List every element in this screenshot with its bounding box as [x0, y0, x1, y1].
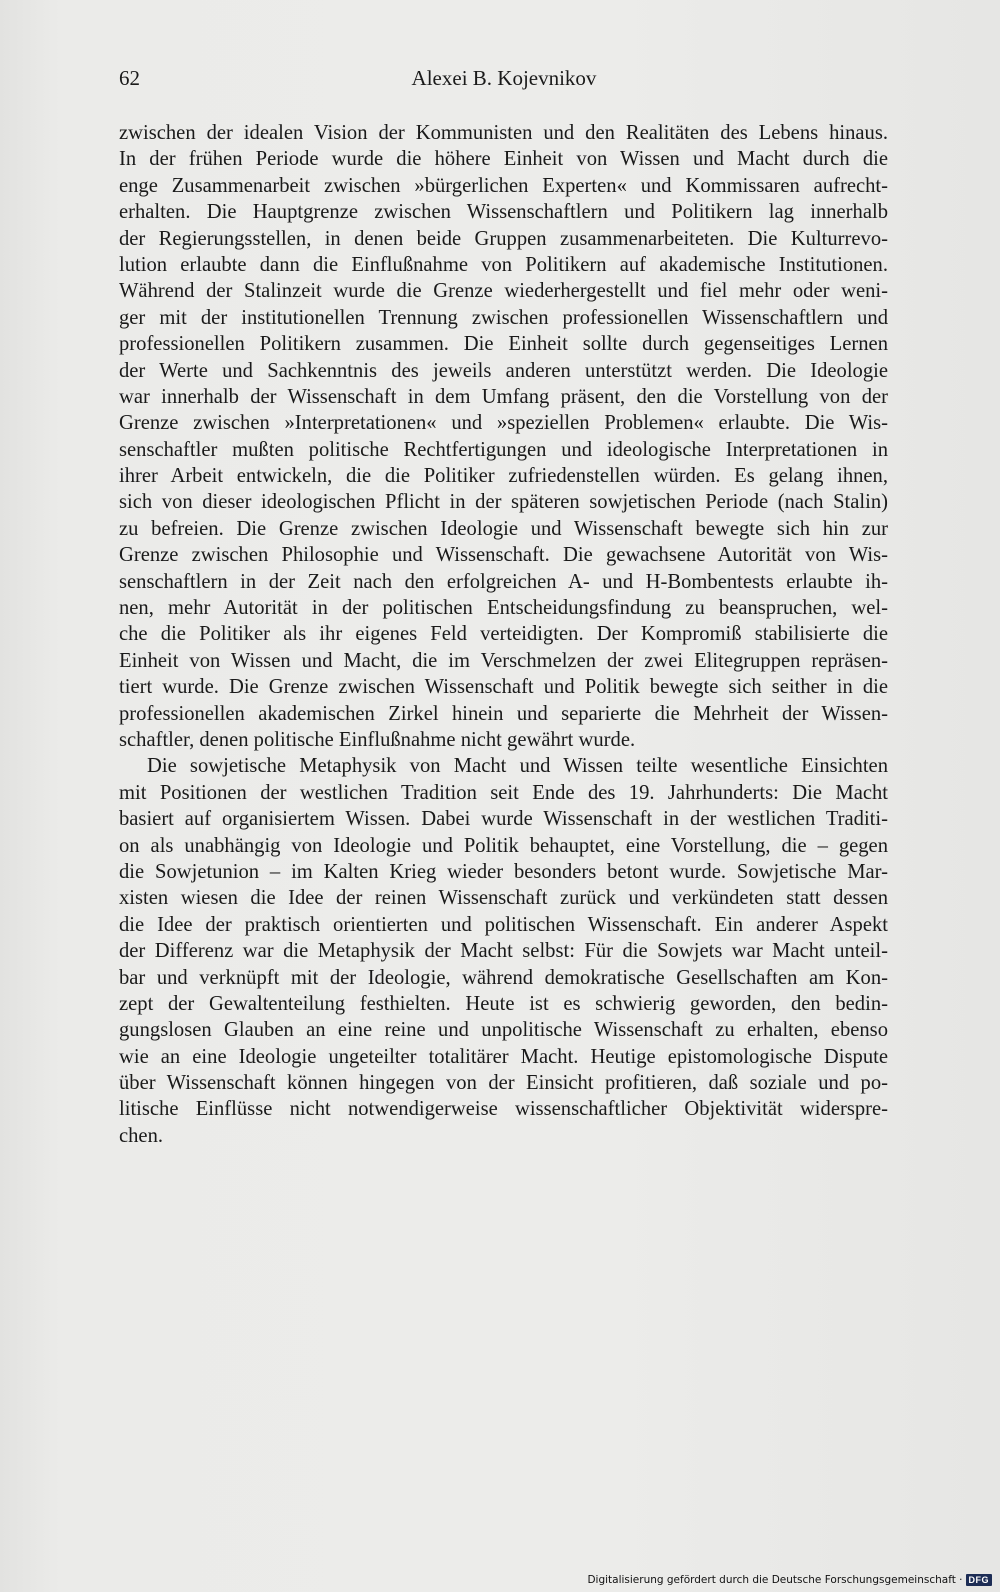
- text-line: professionellen akademischen Zirkel hinein und separierte die Mehrheit der Wissen-: [119, 702, 888, 725]
- text-line: der Regierungsstellen, in denen beide Gruppen zusammenarbeiteten. Die Kulturrevo-: [119, 227, 888, 250]
- text-line: senschaftler mußten politische Rechtfertigungen und ideologische Interpretationen in: [119, 438, 888, 461]
- text-line: Die sowjetische Metaphysik von Macht und Wissen teilte wesentliche Einsichten: [147, 755, 888, 778]
- credit-text: Digitalisierung gefördert durch die Deutsche Forschungsgemeinschaft ·: [587, 1574, 963, 1586]
- text-line: chen.: [119, 1124, 164, 1147]
- text-line: die Sowjetunion – im Kalten Krieg wieder besonders betont wurde. Sowjetische Mar-: [119, 860, 888, 883]
- running-head: Alexei B. Kojevnikov: [411, 66, 597, 90]
- text-line: basiert auf organisiertem Wissen. Dabei wurde Wissenschaft in der westlichen Traditi-: [119, 808, 888, 831]
- text-line: zu befreien. Die Grenze zwischen Ideologie und Wissenschaft bewegte sich hin zur: [119, 517, 888, 540]
- text-line: über Wissenschaft können hingegen von der Einsicht profitieren, daß soziale und po-: [119, 1072, 888, 1095]
- text-line: on als unabhängig von Ideologie und Politik behauptet, eine Vorstellung, die – gegen: [119, 834, 888, 857]
- text-line: In der frühen Periode wurde die höhere Einheit von Wissen und Macht durch die: [119, 148, 888, 171]
- text-line: zept der Gewaltenteilung festhielten. Heute ist es schwierig geworden, den bedin-: [119, 992, 888, 1015]
- text-line: die Idee der praktisch orientierten und politischen Wissenschaft. Ein anderer Aspekt: [119, 913, 888, 936]
- text-line: litische Einflüsse nicht notwendigerweise wissenschaftlicher Objektivität widerspre-: [119, 1098, 888, 1121]
- text-line: Grenze zwischen »Interpretationen« und »speziellen Problemen« erlaubte. Die Wis-: [119, 412, 888, 435]
- text-line: Einheit von Wissen und Macht, die im Verschmelzen der zwei Elitegruppen repräsen-: [119, 649, 888, 672]
- text-line: sich von dieser ideologischen Pflicht in der späteren sowjetischen Periode (nach Stalin): [119, 491, 888, 514]
- text-line: schaftler, denen politische Einflußnahme nicht gewährt wurde.: [119, 728, 636, 751]
- text-line: ger mit der institutionellen Trennung zwischen professionellen Wissenschaftlern und: [119, 306, 888, 329]
- text-line: che die Politiker als ihr eigenes Feld verteidigten. Der Kompromiß stabilisierte die: [119, 623, 888, 646]
- body-text: [119, 120, 888, 1149]
- text-line: erhalten. Die Hauptgrenze zwischen Wissenschaftlern und Politikern lag innerhalb: [119, 201, 888, 224]
- text-line: ihrer Arbeit entwickeln, die die Politiker zufriedenstellen würden. Es gelang ihnen,: [119, 465, 888, 488]
- dfg-logo: DFG: [966, 1574, 993, 1586]
- text-line: wie an eine Ideologie ungeteilter totalitärer Macht. Heutige epistomologische Dispute: [119, 1045, 888, 1068]
- text-line: der Werte und Sachkenntnis des jeweils anderen unterstützt werden. Die Ideologie: [119, 359, 888, 382]
- text-line: enge Zusammenarbeit zwischen »bürgerlichen Experten« und Kommissaren aufrecht-: [119, 174, 888, 197]
- text-line: gungslosen Glauben an eine reine und unpolitische Wissenschaft zu erhalten, ebenso: [119, 1019, 888, 1042]
- text-line: senschaftlern in der Zeit nach den erfolgreichen A- und H-Bombentests erlaubte ih-: [119, 570, 888, 593]
- text-line: Während der Stalinzeit wurde die Grenze wiederhergestellt und fiel mehr oder weni-: [119, 280, 888, 303]
- text-line: lution erlaubte dann die Einflußnahme von Politikern auf akademische Institutionen.: [119, 253, 888, 276]
- text-line: professionellen Politikern zusammen. Die Einheit sollte durch gegenseitiges Lernen: [119, 333, 888, 356]
- page-number: 62: [119, 66, 140, 90]
- text-line: mit Positionen der westlichen Tradition seit Ende des 19. Jahrhunderts: Die Macht: [119, 781, 888, 804]
- digitization-credit: [587, 1574, 992, 1586]
- text-line: zwischen der idealen Vision der Kommunisten und den Realitäten des Lebens hinaus.: [119, 122, 888, 144]
- text-line: war innerhalb der Wissenschaft in dem Umfang präsent, den die Vorstellung von der: [119, 385, 888, 408]
- page-header: [119, 66, 889, 96]
- text-line: nen, mehr Autorität in der politischen Entscheidungsfindung zu beanspruchen, wel-: [119, 597, 888, 620]
- text-line: Grenze zwischen Philosophie und Wissenschaft. Die gewachsene Autorität von Wis-: [119, 544, 888, 567]
- text-line: xisten wiesen die Idee der reinen Wissenschaft zurück und verkündeten statt dessen: [119, 887, 888, 910]
- text-line: bar und verknüpft mit der Ideologie, während demokratische Gesellschaften am Kon-: [119, 966, 888, 989]
- text-line: der Differenz war die Metaphysik der Macht selbst: Für die Sowjets war Macht unteil-: [119, 940, 888, 963]
- text-line: tiert wurde. Die Grenze zwischen Wissenschaft und Politik bewegte sich seither in die: [119, 676, 888, 699]
